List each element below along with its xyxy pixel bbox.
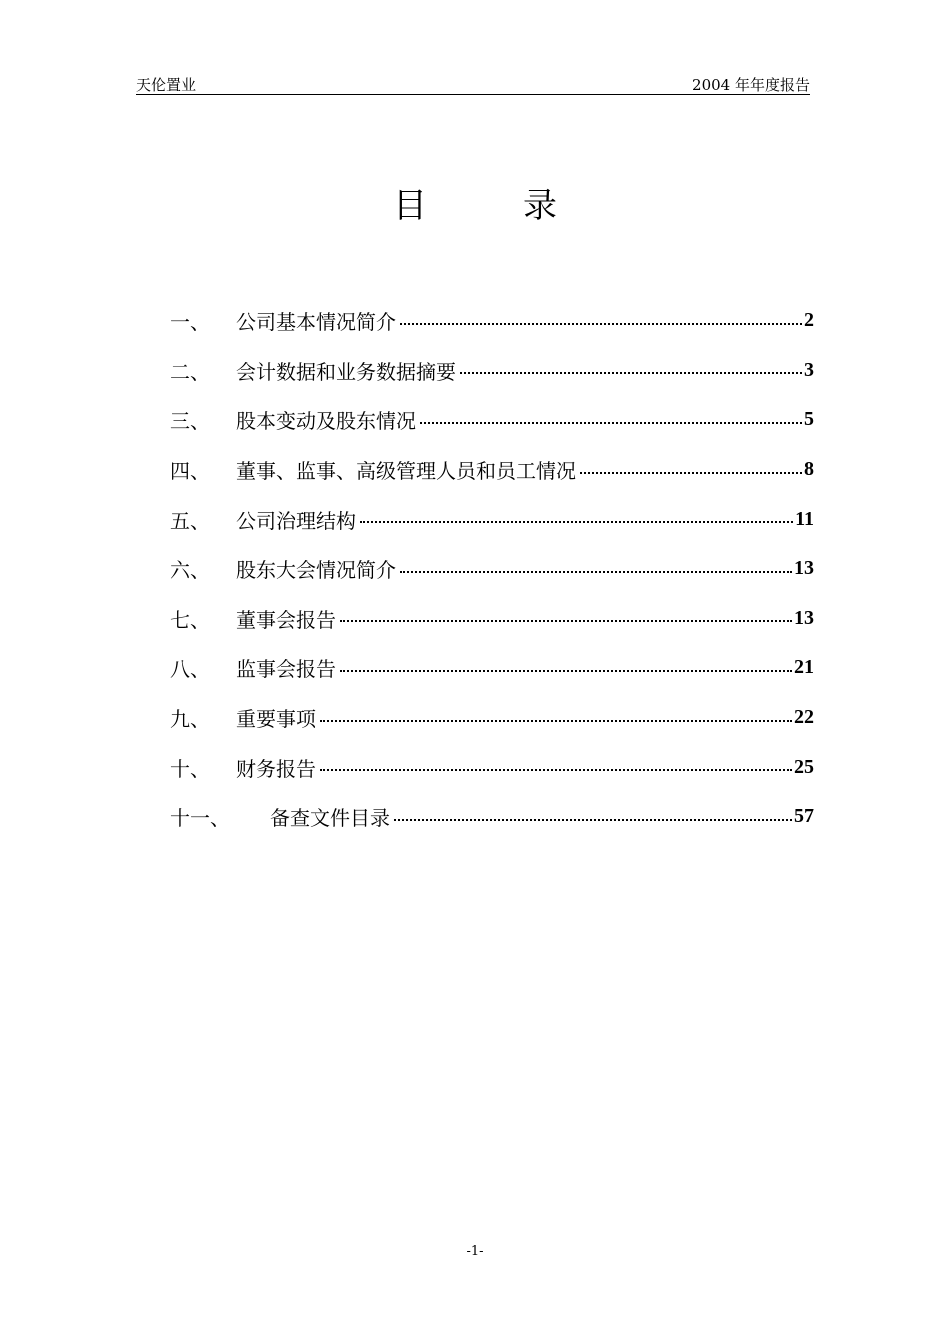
toc-entry[interactable]: [170, 693, 814, 743]
toc-entry-number: 二、: [170, 359, 210, 384]
toc-entry-label: 董事、监事、高级管理人员和员工情况: [236, 459, 576, 484]
page-header: [136, 72, 810, 95]
toc-entry[interactable]: [170, 643, 814, 693]
toc-entry-number: 九、: [170, 707, 210, 732]
toc-title-char-1: 目: [393, 186, 427, 226]
toc-entry-page: 5: [804, 408, 814, 431]
toc-leader-dots: [400, 323, 802, 325]
toc-entry[interactable]: [170, 296, 814, 346]
toc-entry-label: 财务报告: [236, 756, 316, 781]
page-number: -1-: [466, 1244, 484, 1259]
toc-entry-label: 公司治理结构: [236, 508, 356, 533]
toc-entry-label: 股东大会情况简介: [236, 558, 396, 583]
toc-entry-number: 一、: [170, 310, 210, 335]
toc-leader-dots: [320, 720, 792, 722]
toc-entry-page: 21: [794, 656, 814, 679]
toc-entry-number: 十一、: [170, 806, 230, 831]
toc-entry-number: 四、: [170, 459, 210, 484]
toc-entry-page: 57: [794, 805, 814, 828]
toc-entry-label: 备查文件目录: [270, 806, 390, 831]
toc-entry-page: 2: [804, 309, 814, 332]
toc-entry-label: 公司基本情况简介: [236, 310, 396, 335]
toc-entry-page: 13: [794, 557, 814, 580]
toc-entry-number: 三、: [170, 409, 210, 434]
toc-title: [0, 178, 950, 227]
toc-entry-number: 七、: [170, 607, 210, 632]
toc-entry-number: 十、: [170, 756, 210, 781]
toc-entry-page: 25: [794, 755, 814, 778]
toc-entry-label: 监事会报告: [236, 657, 336, 682]
toc-entry-page: 22: [794, 706, 814, 729]
toc-entry[interactable]: [170, 792, 814, 842]
toc-leader-dots: [320, 769, 792, 771]
toc-leader-dots: [400, 571, 792, 573]
toc-entry[interactable]: [170, 395, 814, 445]
toc-entry[interactable]: [170, 544, 814, 594]
toc-entry[interactable]: [170, 494, 814, 544]
toc-entry-page: 8: [804, 458, 814, 481]
toc-entry-label: 重要事项: [236, 707, 316, 732]
toc-entry-label: 股本变动及股东情况: [236, 409, 416, 434]
toc-entry[interactable]: [170, 594, 814, 644]
toc-entry-number: 六、: [170, 558, 210, 583]
toc-title-char-2: 录: [523, 186, 557, 226]
toc-leader-dots: [340, 670, 792, 672]
toc-leader-dots: [394, 819, 792, 821]
toc-entry[interactable]: [170, 742, 814, 792]
toc-leader-dots: [360, 521, 793, 523]
toc-leader-dots: [460, 372, 802, 374]
company-name: 天伦置业: [136, 76, 197, 94]
toc-leader-dots: [420, 422, 802, 424]
toc-leader-dots: [580, 472, 802, 474]
toc-entry[interactable]: [170, 445, 814, 495]
toc-entry-label: 董事会报告: [236, 607, 336, 632]
toc-entry-label: 会计数据和业务数据摘要: [236, 359, 456, 384]
toc-entry-page: 3: [804, 358, 814, 381]
report-title: 2004 年年度报告: [692, 76, 810, 94]
toc-entry-number: 五、: [170, 508, 210, 533]
toc-entry-page: 13: [794, 606, 814, 629]
toc-entry-page: 11: [795, 507, 814, 530]
table-of-contents: [170, 296, 814, 842]
toc-entry-number: 八、: [170, 657, 210, 682]
toc-leader-dots: [340, 620, 792, 622]
toc-entry[interactable]: [170, 346, 814, 396]
